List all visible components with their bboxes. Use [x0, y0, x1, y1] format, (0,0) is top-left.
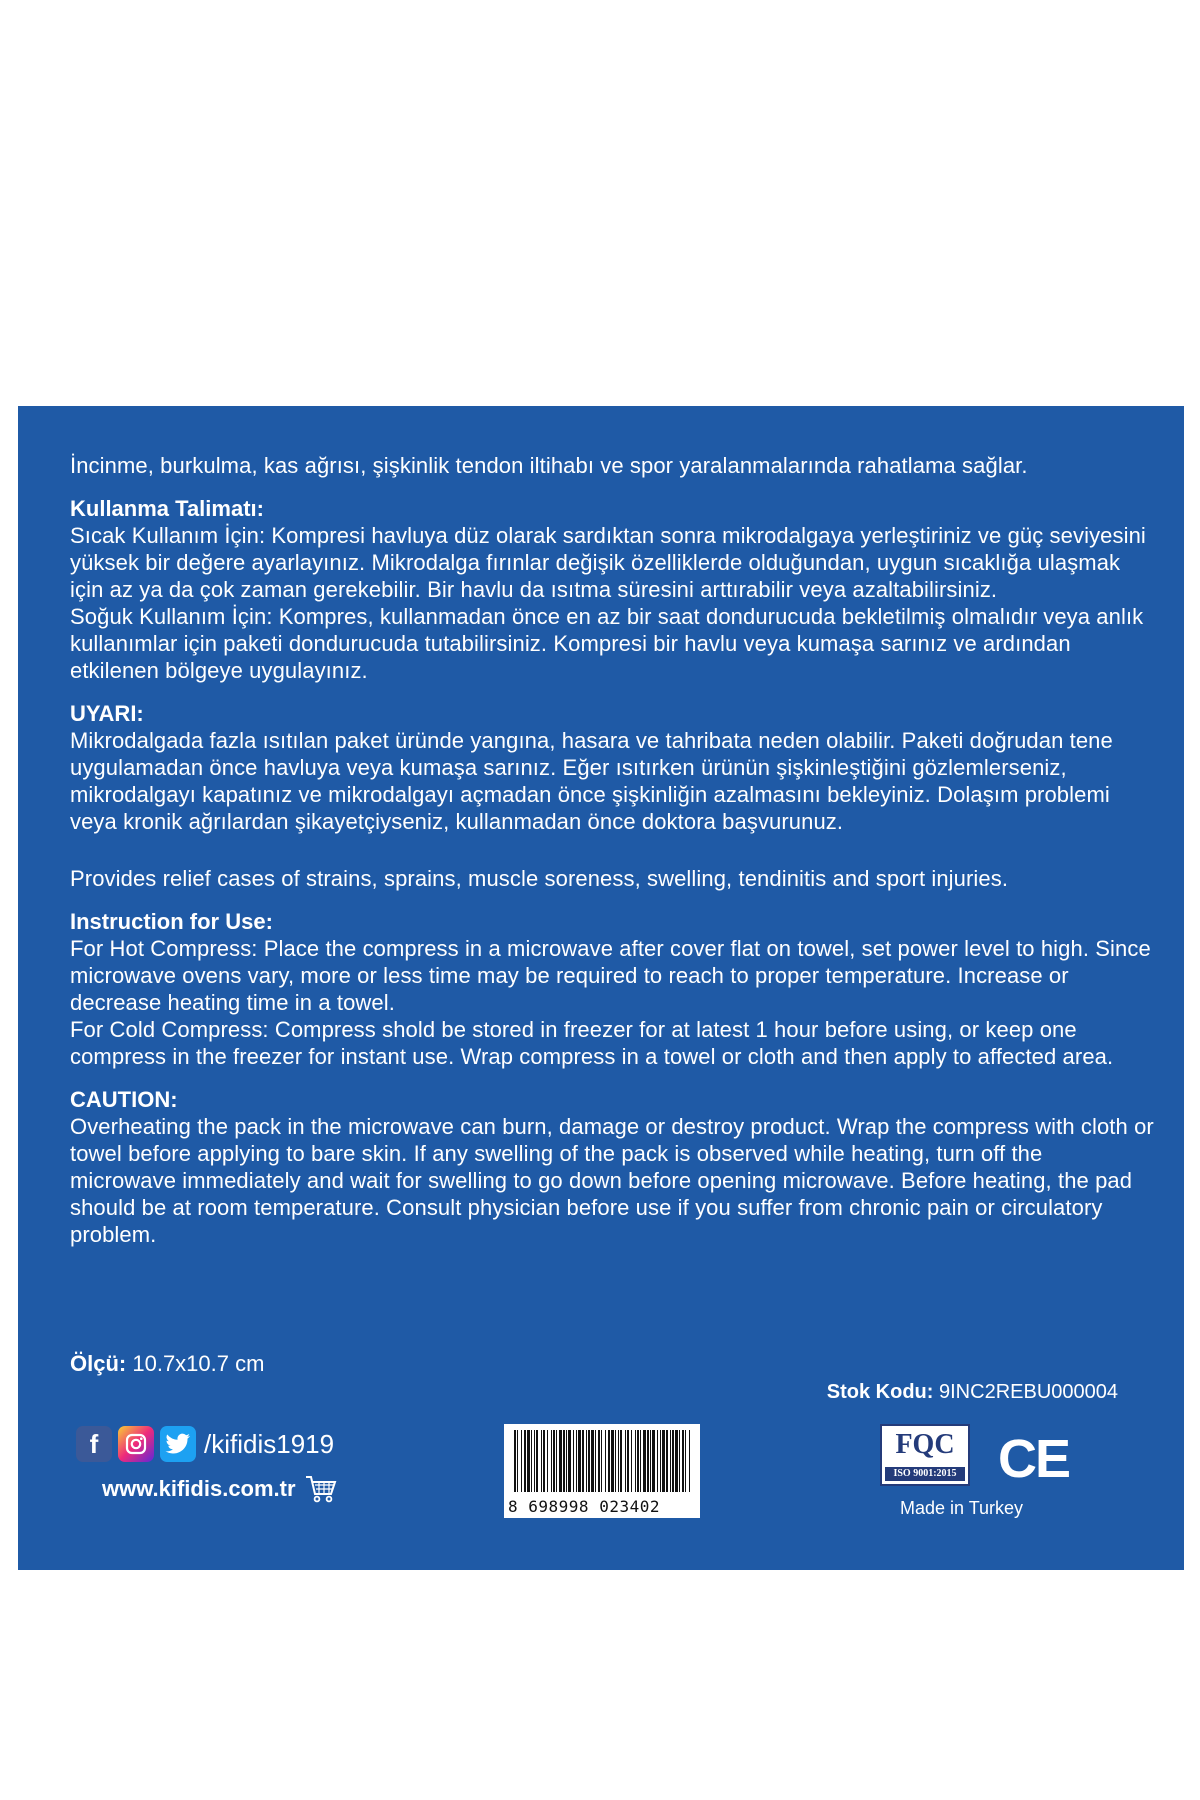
barcode-bar	[527, 1430, 530, 1492]
barcode-bar	[566, 1430, 567, 1492]
cart-icon	[304, 1474, 338, 1504]
barcode-bar	[582, 1430, 584, 1492]
tr-usage-title: Kullanma Talimatı:	[70, 496, 264, 521]
instagram-icon[interactable]	[118, 1426, 154, 1462]
barcode-bars	[504, 1424, 700, 1494]
barcode-bar	[551, 1430, 552, 1492]
website-link[interactable]: www.kifidis.com.tr	[102, 1476, 296, 1501]
barcode-bar	[591, 1430, 594, 1492]
barcode-bar	[666, 1430, 668, 1492]
measure-value: 10.7x10.7 cm	[132, 1351, 265, 1376]
barcode-bar	[524, 1430, 526, 1492]
barcode-bar	[517, 1430, 518, 1492]
en-intro: Provides relief cases of strains, sprains, muscle soreness, swelling, tendinitis and sport injuries.	[70, 866, 1009, 891]
measurement	[70, 1351, 264, 1377]
measure-label: Ölçü:	[70, 1351, 127, 1376]
barcode-bar	[650, 1430, 651, 1492]
en-caution-text: Overheating the pack in the microwave can burn, damage or destroy product. Wrap the compress with cloth or towel before applying to bare skin. If any swelling of the pack is observed while heating, turn off the microwave immediately and wait for swelling to go down before opening microwave. Before heating, the pad should be at room temperature. Consult physician before use if you suffer from chronic pain or circulatory problem.	[70, 1114, 1154, 1247]
barcode-bar	[625, 1430, 626, 1492]
barcode-bar	[643, 1430, 646, 1492]
barcode-bar	[637, 1430, 639, 1492]
en-usage-cold: For Cold Compress: Compress shold be stored in freezer for at latest 1 hour before using, or keep one compress in the freezer for instant use. Wrap compress in a towel or cloth and then apply to affected area.	[70, 1017, 1114, 1069]
website	[102, 1474, 338, 1504]
barcode-bar	[531, 1430, 532, 1492]
tr-warning-title: UYARI:	[70, 701, 144, 726]
barcode-bar	[559, 1430, 562, 1492]
barcode-bar	[689, 1430, 690, 1492]
barcode	[504, 1424, 700, 1518]
barcode-bar	[627, 1430, 629, 1492]
barcode-bar	[556, 1430, 557, 1492]
facebook-icon[interactable]: f	[76, 1426, 112, 1462]
barcode-bar	[682, 1430, 684, 1492]
barcode-bar	[640, 1430, 641, 1492]
barcode-bar	[608, 1430, 610, 1492]
barcode-bar	[611, 1430, 614, 1492]
barcode-bar	[652, 1430, 655, 1492]
package-back-panel	[18, 406, 1184, 1570]
twitter-icon[interactable]	[160, 1426, 196, 1462]
stock-label: Stok Kodu:	[826, 1381, 934, 1403]
stock-code	[827, 1381, 1118, 1404]
ce-mark: CE	[998, 1429, 1070, 1489]
barcode-bar	[685, 1430, 686, 1492]
barcode-bar	[553, 1430, 555, 1492]
social-handle[interactable]: /kifidis1919	[204, 1428, 335, 1459]
barcode-bar	[631, 1430, 632, 1492]
iso-text: ISO 9001:2015	[885, 1467, 965, 1481]
barcode-bar	[541, 1430, 542, 1492]
barcode-bar	[618, 1430, 619, 1492]
tr-usage-cold: Soğuk Kullanım İçin: Kompres, kullanmadan önce en az bir saat dondurucuda bekletilmiş olmalıdır veya anlık kullanımlar için paketi dondurucuda tutabilirsiniz. Kompresi bir havlu veya kumaşa sarınız ve ardından etkilenen bölgeye uygulayınız.	[70, 604, 1144, 683]
tr-warning-text: Mikrodalgada fazla ısıtılan paket üründe yangına, hasara ve tahribata neden olabilir. Paketi doğrudan tene uygulamadan önce havluya veya kumaşa sarınız. Eğer ısıtırken ürünün şişkinleştiğini gözlemlerseniz, mikrodalgayı kapatınız ve mikrodalgayı açmadan önce şişkinliğin azalmasını bekleyiniz. Dolaşım problemi veya kronik ağrılardan şikayetçiyseniz, kullanmadan önce doktora başvurunuz.	[70, 728, 1113, 834]
barcode-bar	[595, 1430, 596, 1492]
barcode-bar	[514, 1430, 516, 1492]
barcode-bar	[662, 1430, 665, 1492]
barcode-bar	[586, 1430, 587, 1492]
barcode-bar	[536, 1430, 538, 1492]
barcode-bar	[679, 1430, 680, 1492]
barcode-bar	[573, 1430, 574, 1492]
barcode-digits: 8 698998 023402	[508, 1497, 660, 1516]
tr-intro: İncinme, burkulma, kas ağrısı, şişkinlik tendon iltihabı ve spor yaralanmalarında rahatlama sağlar.	[70, 453, 1028, 478]
barcode-bar	[672, 1430, 674, 1492]
fqc-logo	[880, 1424, 970, 1486]
en-usage-hot: For Hot Compress: Place the compress in a microwave after cover flat on towel, set power level to high. Since microwave ovens vary, more or less time may be required to reach to proper temperature. Increase or decrease heating time in a towel.	[70, 936, 1151, 1015]
stock-value: 9INC2REBU000004	[939, 1381, 1118, 1403]
barcode-bar	[578, 1430, 581, 1492]
barcode-bar	[660, 1430, 661, 1492]
barcode-bar	[670, 1430, 671, 1492]
barcode-bar	[534, 1430, 535, 1492]
barcode-bar	[615, 1430, 616, 1492]
barcode-bar	[547, 1430, 548, 1492]
barcode-bar	[543, 1430, 545, 1492]
barcode-bar	[588, 1430, 590, 1492]
en-caution-title: CAUTION:	[70, 1087, 178, 1112]
barcode-bar	[601, 1430, 602, 1492]
barcode-bar	[521, 1430, 522, 1492]
en-usage-title: Instruction for Use:	[70, 909, 273, 934]
made-in: Made in Turkey	[900, 1498, 1024, 1518]
barcode-bar	[605, 1430, 606, 1492]
barcode-bar	[620, 1430, 622, 1492]
fqc-text: FQC	[895, 1429, 955, 1460]
barcode-bar	[568, 1430, 571, 1492]
barcode-bar	[563, 1430, 565, 1492]
barcode-bar	[576, 1430, 577, 1492]
barcode-bar	[598, 1430, 600, 1492]
barcode-bar	[635, 1430, 636, 1492]
social-links	[76, 1426, 334, 1462]
barcode-bar	[647, 1430, 649, 1492]
tr-usage-hot: Sıcak Kullanım İçin: Kompresi havluya düz olarak sardıktan sonra mikrodalgaya yerleştiriniz ve güç seviyesini yüksek bir değere ayarlayınız. Mikrodalga fırınlar değişik özelliklerde olduğundan, uygun sıcaklığa ulaşmak için az ya da çok zaman gerekebilir. Bir havlu da ısıtma süresini arttırabilir veya azaltabilirsiniz.	[70, 523, 1146, 602]
barcode-bar	[657, 1430, 658, 1492]
barcode-bar	[675, 1430, 678, 1492]
text-content	[70, 452, 1154, 1248]
